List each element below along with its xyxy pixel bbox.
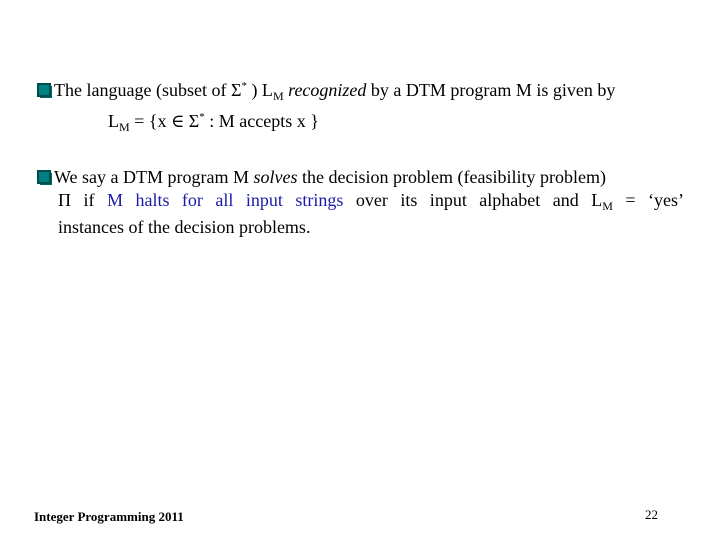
formula-text: : M accepts x } — [204, 111, 319, 131]
kleene-star-superscript: * — [199, 111, 205, 123]
italic-term-solves: solves — [253, 167, 298, 187]
subscript-m: M — [119, 120, 130, 134]
text-segment: instances of the decision problems. — [58, 217, 311, 237]
text-segment: the decision problem (feasibility problem) — [297, 167, 606, 187]
pi-symbol: Π — [58, 190, 71, 210]
kleene-star-superscript: * — [241, 80, 247, 92]
footer-course-title: Integer Programming 2011 — [34, 509, 184, 524]
sigma-symbol: Σ — [230, 80, 242, 100]
subscript-m: M — [272, 89, 284, 103]
text-segment: We say a DTM program M — [54, 167, 254, 187]
bullet-continuation-line — [58, 189, 684, 217]
text-segment: ) L — [246, 80, 273, 100]
bullet-point-language-definition — [37, 75, 615, 107]
element-of-symbol: ∈ — [170, 111, 185, 131]
bullet-continuation-line-last — [58, 216, 310, 238]
highlighted-phrase: M halts for all input strings — [106, 190, 344, 210]
subscript-m: M — [602, 199, 613, 213]
italic-term-recognized: recognized — [288, 80, 367, 100]
text-segment: by a DTM program M is given by — [366, 80, 616, 100]
text-segment: The language (subset of — [54, 80, 231, 100]
sigma-symbol: Σ — [188, 111, 200, 131]
formula-text: = {x — [129, 111, 171, 131]
formula-line — [108, 106, 319, 138]
bullet-point-solves-definition — [37, 166, 606, 188]
text-segment: if — [71, 190, 107, 210]
square-bullet-icon — [37, 170, 51, 184]
square-bullet-icon — [37, 83, 51, 97]
page-number: 22 — [645, 507, 658, 522]
formula-l: L — [108, 111, 119, 131]
text-segment: = ‘yes’ — [612, 190, 684, 210]
text-segment: over its input alphabet and L — [343, 190, 603, 210]
